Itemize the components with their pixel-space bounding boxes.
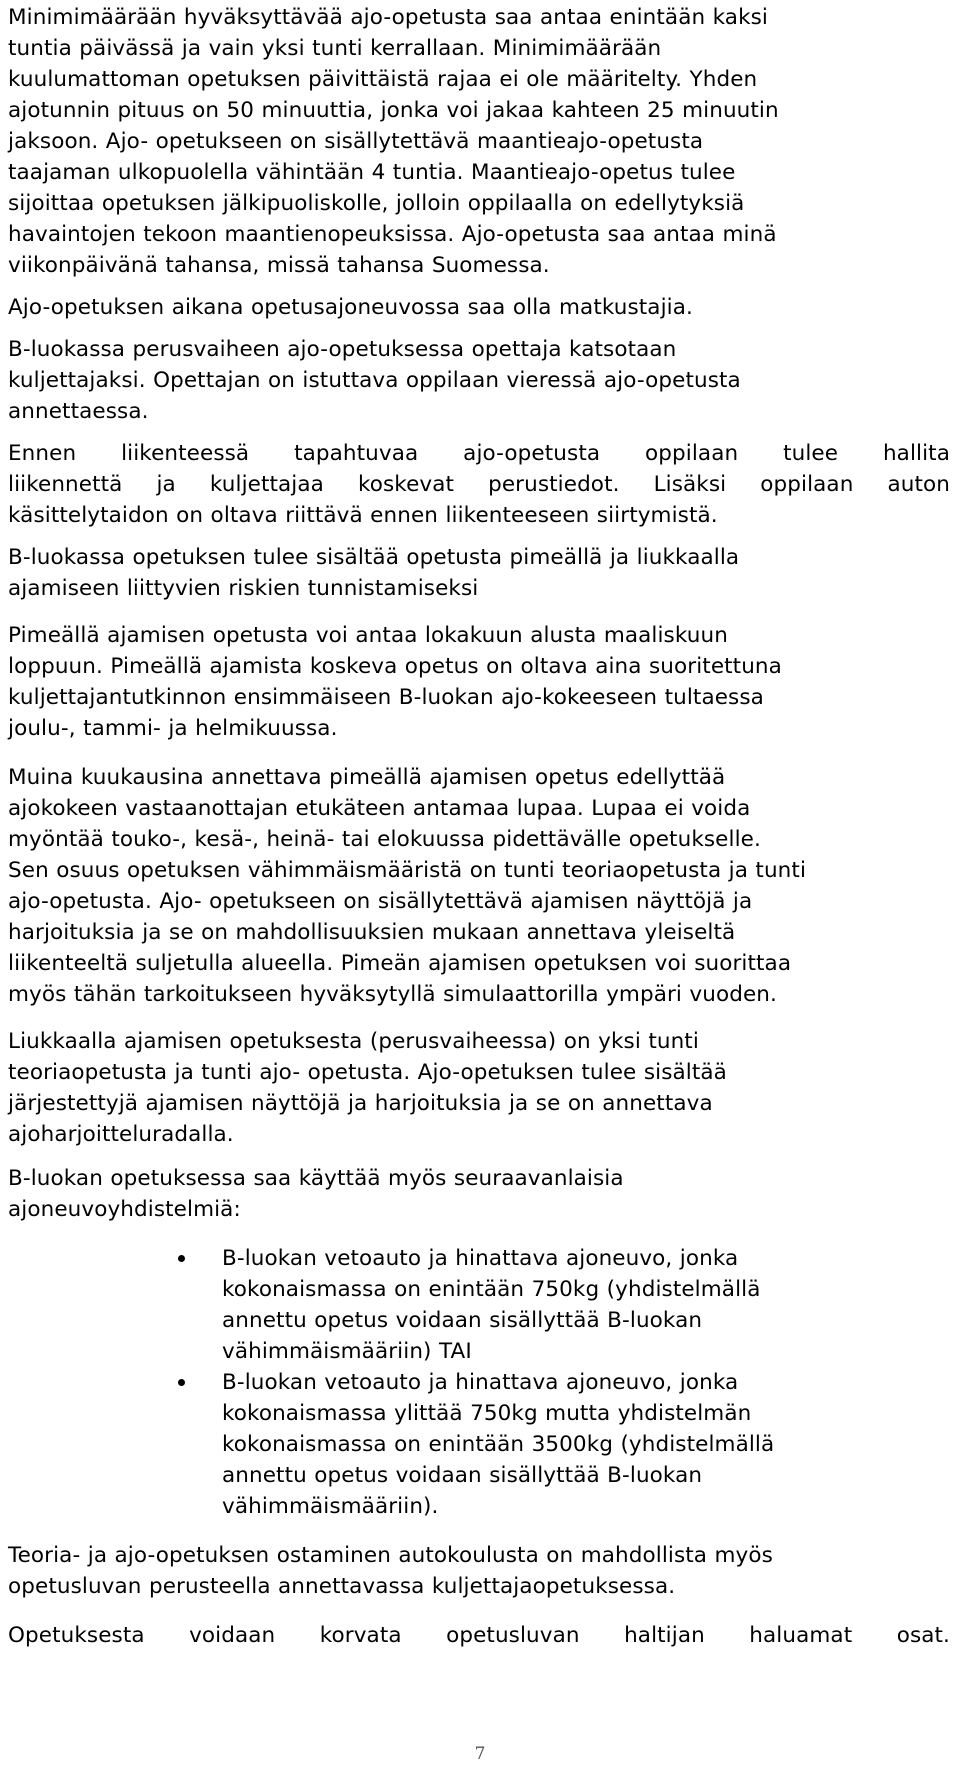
- document-page: [8, 2, 950, 1651]
- paragraph-dark-slippery: [8, 542, 950, 604]
- paragraph-vehicle-combinations: [8, 1163, 950, 1225]
- text-line: annettaessa.: [8, 399, 149, 424]
- text-line: kokonaismassa on enintään 3500kg (yhdistelmällä: [222, 1432, 775, 1457]
- text-line: teoriaopetusta ja tunti ajo- opetusta. Ajo-opetuksen tulee sisältää: [8, 1060, 727, 1085]
- paragraph-b-class-driver: [8, 334, 950, 427]
- paragraph-before-traffic: [8, 438, 950, 531]
- text-line: vähimmäismääriin).: [222, 1494, 439, 1519]
- text-line: loppuun. Pimeällä ajamista koskeva opetus on oltava aina suoritettuna: [8, 654, 782, 679]
- text-line: tuntia päivässä ja vain yksi tunti kerrallaan. Minimimäärään: [8, 36, 662, 61]
- text-line: kuljettajantutkinnon ensimmäiseen B-luokan ajo-kokeeseen tultaessa: [8, 685, 764, 710]
- text-line: ajamiseen liittyvien riskien tunnistamiseksi: [8, 576, 479, 601]
- text-line: ajoharjoitteluradalla.: [8, 1122, 234, 1147]
- text-line: B-luokan vetoauto ja hinattava ajoneuvo, jonka: [222, 1246, 739, 1271]
- text-line: ajokokeen vastaanottajan etukäteen antamaa lupaa. Lupaa ei voida: [8, 796, 751, 821]
- paragraph-passengers: [8, 292, 950, 323]
- text-line: joulu-, tammi- ja helmikuussa.: [8, 716, 338, 741]
- text-line: annettu opetus voidaan sisällyttää B-luokan: [222, 1308, 703, 1333]
- text-line: kokonaismassa ylittää 750kg mutta yhdistelmän: [222, 1401, 752, 1426]
- text-line: käsittelytaidon on oltava riittävä ennen liikenteeseen siirtymistä.: [8, 503, 718, 528]
- text-line: Muina kuukausina annettava pimeällä ajamisen opetus edellyttää: [8, 765, 726, 790]
- text-line: harjoituksia ja se on mahdollisuuksien mukaan annettava yleiseltä: [8, 920, 736, 945]
- bullet-icon: [178, 1379, 185, 1386]
- paragraph-other-months: [8, 762, 950, 1010]
- text-line: Sen osuus opetuksen vähimmäismääristä on tunti teoriaopetusta ja tunti: [8, 858, 807, 883]
- text-line: taajaman ulkopuolella vähintään 4 tuntia. Maantieajo-opetus tulee: [8, 160, 736, 185]
- text-line: ajo-opetusta. Ajo- opetukseen on sisällytettävä ajamisen näyttöjä ja: [8, 889, 753, 914]
- text-line: Minimimäärään hyväksyttävää ajo-opetusta saa antaa enintään kaksi: [8, 5, 769, 30]
- list-item: [170, 1243, 950, 1367]
- paragraph-substitute-parts: [8, 1620, 950, 1651]
- text-line: ajotunnin pituus on 50 minuuttia, jonka voi jakaa kahteen 25 minuutin: [8, 98, 779, 123]
- text-line: Liukkaalla ajamisen opetuksesta (perusvaiheessa) on yksi tunti: [8, 1029, 699, 1054]
- text-line: annettu opetus voidaan sisällyttää B-luokan: [222, 1463, 703, 1488]
- text-line: Teoria- ja ajo-opetuksen ostaminen autokoulusta on mahdollista myös: [8, 1543, 773, 1568]
- text-line: järjestettyjä ajamisen näyttöjä ja harjoituksia ja se on annettava: [8, 1091, 713, 1116]
- text-line: liikenteeltä suljetulla alueella. Pimeän ajamisen opetuksen voi suorittaa: [8, 951, 792, 976]
- text-line: B-luokassa perusvaiheen ajo-opetuksessa opettaja katsotaan: [8, 337, 677, 362]
- text-line: Opetuksesta voidaan korvata opetusluvan haltijan haluamat osat.: [8, 1623, 950, 1648]
- page-number: 7: [474, 1744, 486, 1764]
- text-line: kokonaismassa on enintään 750kg (yhdistelmällä: [222, 1277, 761, 1302]
- text-line: vähimmäismääriin) TAI: [222, 1339, 472, 1364]
- text-line: myöntää touko-, kesä-, heinä- tai elokuussa pidettävälle opetukselle.: [8, 827, 761, 852]
- list-item: [170, 1367, 950, 1522]
- text-line: Ajo-opetuksen aikana opetusajoneuvossa saa olla matkustajia.: [8, 295, 693, 320]
- text-line: kuulumattoman opetuksen päivittäistä rajaa ei ole määritelty. Yhden: [8, 67, 758, 92]
- paragraph-purchase-option: [8, 1540, 950, 1602]
- paragraph-slippery-driving: [8, 1026, 950, 1150]
- text-line: opetusluvan perusteella annettavassa kuljettajaopetuksessa.: [8, 1574, 676, 1599]
- text-line: kuljettajaksi. Opettajan on istuttava oppilaan vieressä ajo-opetusta: [8, 368, 741, 393]
- text-line: Ennen liikenteessä tapahtuvaa ajo-opetusta oppilaan tulee hallita: [8, 441, 950, 466]
- text-line: myös tähän tarkoitukseen hyväksytyllä simulaattorilla ympäri vuoden.: [8, 982, 777, 1007]
- text-line: viikonpäivänä tahansa, missä tahansa Suomessa.: [8, 253, 550, 278]
- text-line: ajoneuvoyhdistelmiä:: [8, 1197, 241, 1222]
- text-line: B-luokan opetuksessa saa käyttää myös seuraavanlaisia: [8, 1166, 624, 1191]
- text-line: B-luokassa opetuksen tulee sisältää opetusta pimeällä ja liukkaalla: [8, 545, 740, 570]
- text-line: jaksoon. Ajo- opetukseen on sisällytettävä maantieajo-opetusta: [8, 129, 704, 154]
- text-line: liikennettä ja kuljettajaa koskevat perustiedot. Lisäksi oppilaan auton: [8, 472, 950, 497]
- bullet-icon: [178, 1255, 185, 1262]
- text-line: B-luokan vetoauto ja hinattava ajoneuvo, jonka: [222, 1370, 739, 1395]
- text-line: havaintojen tekoon maantienopeuksissa. Ajo-opetusta saa antaa minä: [8, 222, 777, 247]
- text-line: sijoittaa opetuksen jälkipuoliskolle, jolloin oppilaalla on edellytyksiä: [8, 191, 745, 216]
- text-line: Pimeällä ajamisen opetusta voi antaa lokakuun alusta maaliskuun: [8, 623, 728, 648]
- bullet-list: [170, 1243, 950, 1522]
- paragraph-lesson-limits: [8, 2, 950, 281]
- paragraph-dark-driving-season: [8, 620, 950, 744]
